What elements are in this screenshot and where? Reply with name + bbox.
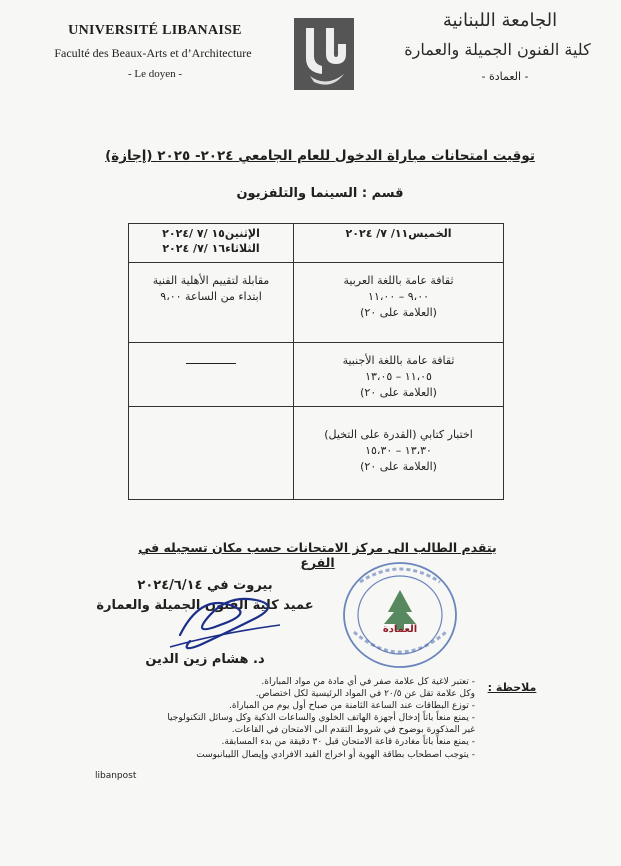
header-university-fr: UNIVERSITÉ LIBANAISE — [68, 23, 242, 38]
table-row — [129, 263, 504, 343]
interview-cell: مقابلة لتقييم الأهلية الفنية ابتداء من الساعة ٩،٠٠ — [129, 263, 294, 343]
exam-cell-arabic: ثقافة عامة باللغة العربية ٩،٠٠ – ١١،٠٠ (العلامة على ٢٠) — [294, 263, 504, 343]
header-cell-monday-tuesday — [129, 224, 294, 263]
table-row — [129, 407, 504, 500]
signature-name: د. هشام زين الدين — [145, 652, 265, 667]
list-item: - توزع البطاقات عند الساعة الثامنة من صباح أول يوم من المباراة. — [229, 701, 475, 712]
stamp-label: العمادة — [382, 624, 418, 635]
list-item: غير المذكورة بوضوح في شروط التقدم الى الامتحان في القاعات. — [231, 725, 475, 736]
department-heading: قسم : السينما والتلفزيون — [236, 186, 404, 201]
table-row — [129, 343, 504, 407]
empty-cell — [129, 343, 294, 407]
empty-cell — [129, 407, 294, 500]
signature-scribble-icon — [160, 585, 290, 655]
notes-list — [75, 676, 475, 761]
header-faculty-ar: كلية الفنون الجميلة والعمارة — [404, 40, 591, 59]
registration-notice: يتقدم الطالب الى مركز الامتحانات حسب مكان تسجيله في الفرع — [138, 540, 497, 570]
faculty-logo-icon — [292, 14, 356, 94]
header-university-ar: الجامعة اللبنانية — [442, 10, 558, 31]
list-item: - يمنع منعاً باتاً مغادرة قاعة الامتحان قبل ٣٠ دقيقة من بدء المسابقة. — [221, 737, 475, 748]
exam-cell-writing: اختبار كتابي (القدرة على التخيل) ١٣،٣٠ – ١٥،٣٠ (العلامة على ٢٠) — [294, 407, 504, 500]
header-cell-thursday: الخميس١١/ ٧/ ٢٠٢٤ — [294, 224, 504, 263]
notes-label: ملاحظة : — [487, 681, 537, 694]
header-faculty-fr: Faculté des Beaux-Arts et d’Architecture — [54, 46, 252, 60]
libanpost-text: libanpost — [95, 771, 137, 781]
schedule-table — [128, 223, 504, 500]
header-dean-fr: - Le doyen - — [127, 68, 183, 80]
header-monday: الإثنين١٥ /٧ /٢٠٢٤ — [162, 227, 260, 240]
dean-stamp-icon — [340, 560, 460, 670]
signature-role: عميد كلية الفنون الجميلة والعمارة — [96, 598, 314, 613]
header-dean-ar: - العمادة - — [481, 70, 529, 83]
empty-dash — [186, 363, 236, 364]
signature-date: بيروت في ٢٠٢٤/٦/١٤ — [137, 578, 273, 593]
document-title: توقيت امتحانات مباراة الدخول للعام الجامعي ٢٠٢٤- ٢٠٢٥ (إجازة) — [105, 148, 535, 164]
list-item: - تعتبر لاغية كل علامة صفر في أي مادة من مواد المباراة. — [261, 677, 475, 687]
list-item: - يتوجب اصطحاب بطاقة الهوية أو اخراج القيد الافرادي وإيصال الليبانبوست — [196, 749, 475, 760]
header-tuesday: الثلاثاء١٦ /٧/ ٢٠٢٤ — [162, 242, 260, 255]
list-item: وكل علامة تقل عن ٢٠/٥ في المواد الرئيسية لكل اختصاص. — [255, 689, 475, 700]
list-item: - يمنع منعاً باتاً إدخال أجهزة الهاتف الخلوي والساعات الذكية وكل وسائل التكنولوجيا — [167, 713, 475, 724]
exam-cell-foreign: ثقافة عامة باللغة الأجنبية ١١،٠٥ – ١٣،٠٥ (العلامة على ٢٠) — [294, 343, 504, 407]
table-header-row — [129, 224, 504, 263]
